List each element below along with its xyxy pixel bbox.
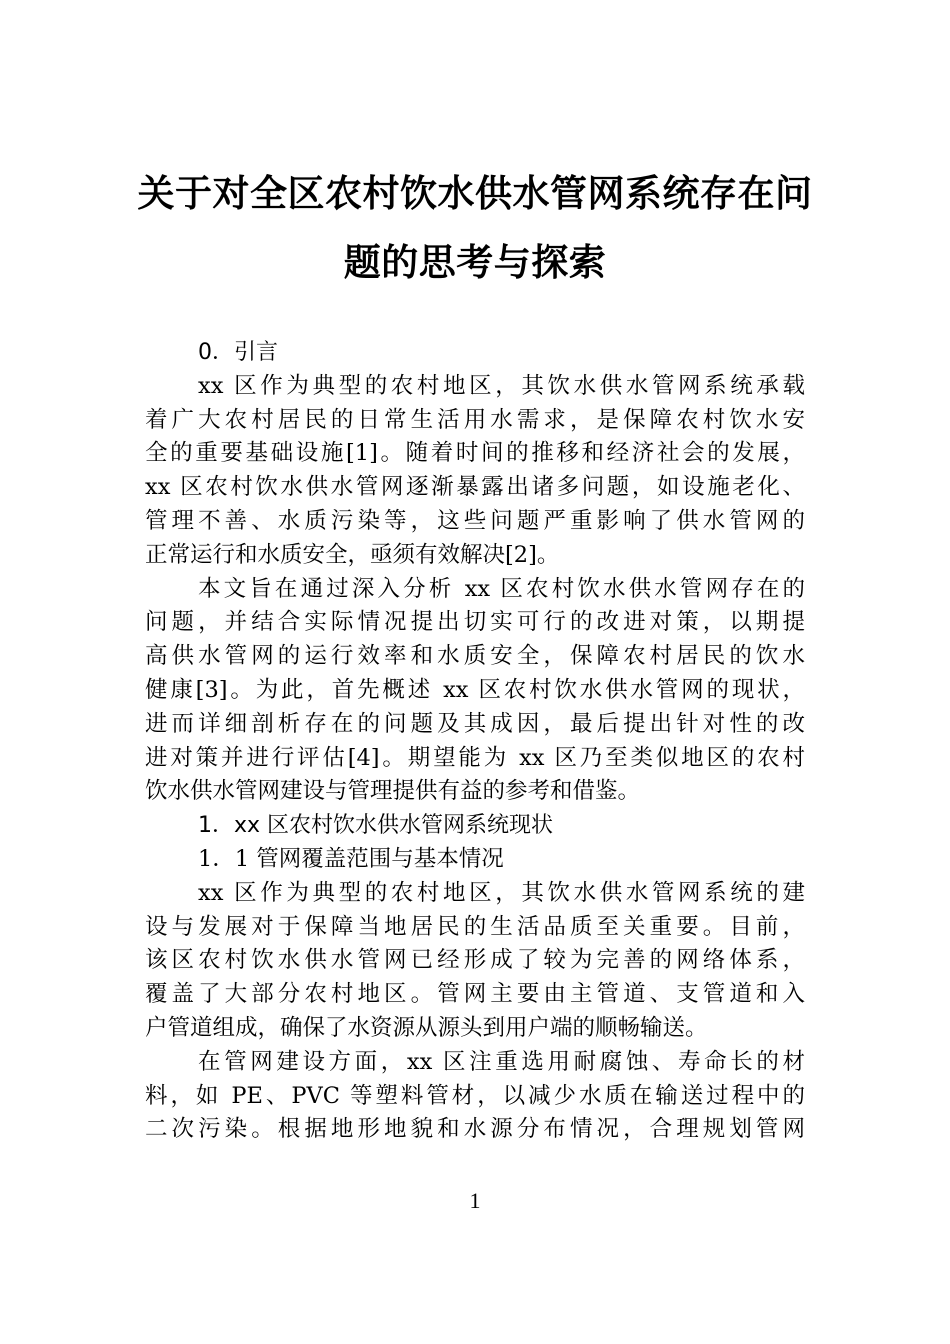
- document-title-line-1: 关于对全区农村饮水供水管网系统存在问: [137, 171, 813, 215]
- page-number: 1: [469, 1188, 481, 1213]
- paragraph-line: xx 区作为典型的农村地区，其饮水供水管网系统承载: [198, 372, 805, 399]
- paragraph-line: 设与发展对于保障当地居民的生活品质至关重要。目前，: [145, 913, 805, 940]
- paragraph-line: 正常运行和水质安全，亟须有效解决[2]。: [145, 541, 560, 568]
- section-heading-1: 1．xx 区农村饮水供水管网系统现状: [198, 813, 554, 839]
- paragraph-line: 本文旨在通过深入分析 xx 区农村饮水供水管网存在的: [198, 575, 805, 602]
- paragraph-line: 高供水管网的运行效率和水质安全，保障农村居民的饮水: [145, 643, 805, 670]
- paragraph-line: 户管道组成，确保了水资源从源头到用户端的顺畅输送。: [145, 1014, 708, 1041]
- paragraph-line: 该区农村饮水供水管网已经形成了较为完善的网络体系，: [145, 947, 805, 974]
- paragraph-line: 料，如 PE、PVC 等塑料管材，以减少水质在输送过程中的: [145, 1082, 805, 1109]
- paragraph-line: 进而详细剖析存在的问题及其成因，最后提出针对性的改: [145, 710, 805, 737]
- paragraph-line: 健康[3]。为此，首先概述 xx 区农村饮水供水管网的现状，: [145, 676, 805, 703]
- document-title-line-2: 题的思考与探索: [343, 240, 607, 284]
- paragraph-line: 管理不善、水质污染等，这些问题严重影响了供水管网的: [145, 507, 805, 534]
- subsection-heading-1-1: 1．1 管网覆盖范围与基本情况: [198, 845, 504, 872]
- paragraph-line: 覆盖了大部分农村地区。管网主要由主管道、支管道和入: [145, 981, 805, 1008]
- section-heading-introduction: 0．引言: [198, 340, 278, 365]
- paragraph-line: 着广大农村居民的日常生活用水需求，是保障农村饮水安: [145, 406, 805, 433]
- paragraph-line: 问题，并结合实际情况提出切实可行的改进对策，以期提: [145, 609, 805, 636]
- paragraph-line: 二次污染。根据地形地貌和水源分布情况，合理规划管网: [145, 1116, 805, 1143]
- document-body: [145, 336, 805, 1147]
- paragraph-line: 饮水供水管网建设与管理提供有益的参考和借鉴。: [145, 778, 641, 805]
- paragraph-line: 进对策并进行评估[4]。期望能为 xx 区乃至类似地区的农村: [145, 744, 805, 771]
- paragraph-line: xx 区农村饮水供水管网逐渐暴露出诸多问题，如设施老化、: [145, 474, 805, 501]
- paragraph-line: 全的重要基础设施[1]。随着时间的推移和经济社会的发展，: [145, 440, 805, 467]
- paragraph-line: 在管网建设方面，xx 区注重选用耐腐蚀、寿命长的材: [198, 1048, 805, 1075]
- paragraph-line: xx 区作为典型的农村地区，其饮水供水管网系统的建: [198, 879, 805, 906]
